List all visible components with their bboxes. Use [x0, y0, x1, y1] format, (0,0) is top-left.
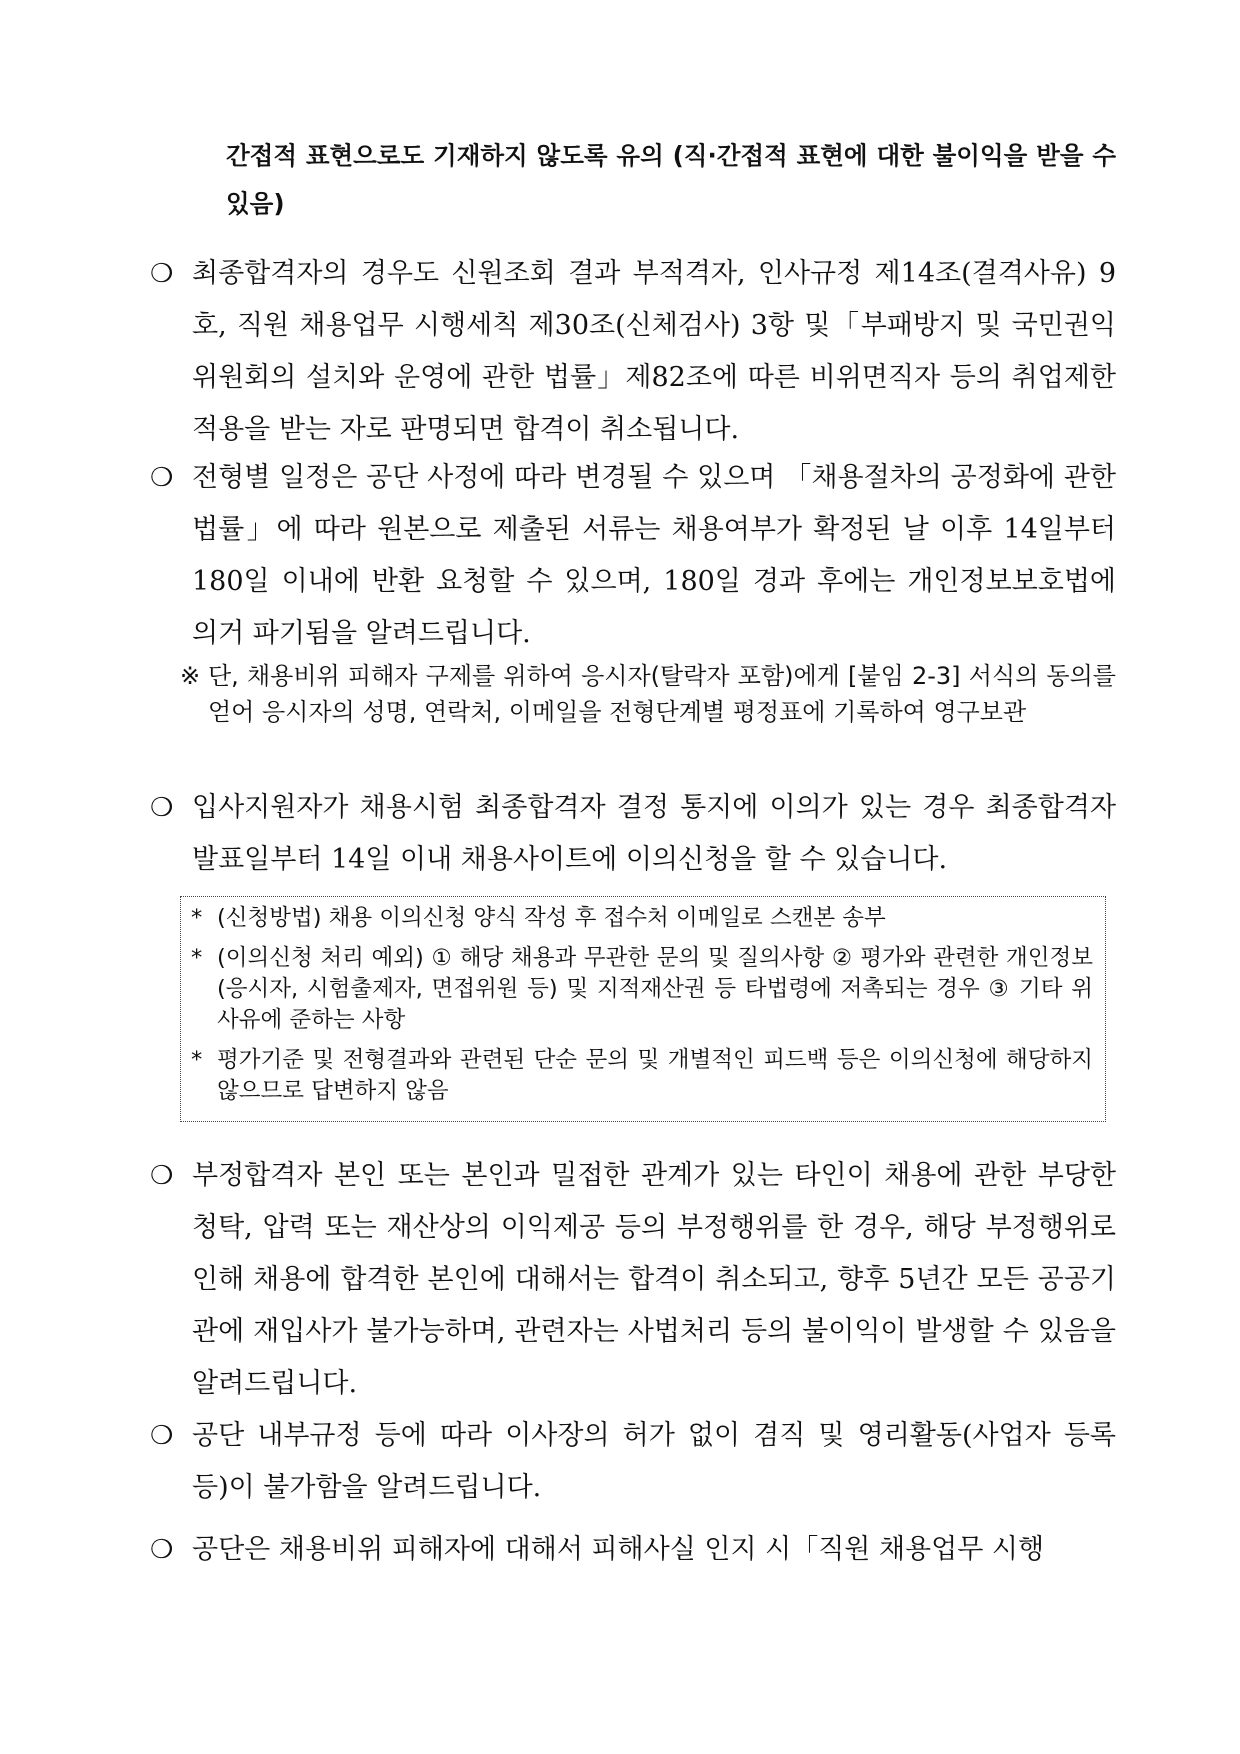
list-item-text: 입사지원자가 채용시험 최종합격자 결정 통지에 이의가 있는 경우 최종합격자 발표일부터 14일 이내 채용사이트에 이의신청을 할 수 있습니다. — [192, 792, 1116, 875]
list-item-objection — [150, 782, 1116, 886]
box-item-text: 평가기준 및 전형결과와 관련된 단순 문의 및 개별적인 피드백 등은 이의신청에 해당하지 않으므로 답변하지 않음 — [217, 1047, 1093, 1104]
bullet-icon: ❍ — [150, 463, 174, 493]
asterisk-icon: * — [191, 945, 203, 971]
list-item-text: 전형별 일정은 공단 사정에 따라 변경될 수 있으며 「채용절차의 공정화에 관한 법률」에 따라 원본으로 제출된 서류는 채용여부가 확정된 날 이후 14일부터 180일 이내에 반환 요청할 수 있으며, 180일 경과 후에는 개인정보보호법에 의거 파기됨을 알려드립니다. — [192, 462, 1116, 649]
list-item-text: 최종합격자의 경우도 신원조회 결과 부적격자, 인사규정 제14조(결격사유) 9호, 직원 채용업무 시행세칙 제30조(신체검사) 3항 및「부패방지 및 국민권익위원회의 설치와 운영에 관한 법률」제82조에 따른 비위면직자 등의 취업제한 적용을 받는 자로 판명되면 합격이 취소됩니다. — [192, 258, 1116, 445]
box-item-not-applicable — [191, 1045, 1093, 1107]
asterisk-icon: * — [191, 905, 203, 931]
list-item-text: 부정합격자 본인 또는 본인과 밀접한 관계가 있는 타인이 채용에 관한 부당한 청탁, 압력 또는 재산상의 이익제공 등의 부정행위를 한 경우, 해당 부정행위로 인해 채용에 합격한 본인에 대해서는 합격이 취소되고, 향후 5년간 모든 공공기관에 재입사가 불가능하며, 관련자는 사법처리 등의 불이익이 발생할 수 있음을 알려드립니다. — [192, 1160, 1116, 1399]
reference-mark-icon: ※ — [180, 662, 201, 690]
bullet-icon: ❍ — [150, 1535, 174, 1565]
bullet-icon: ❍ — [150, 793, 174, 823]
objection-details-box — [180, 896, 1106, 1122]
list-item-fraudulent-pass — [150, 1150, 1116, 1410]
box-item-exceptions — [191, 943, 1093, 1036]
bullet-icon: ❍ — [150, 1161, 174, 1191]
bold-continuation-text: 간접적 표현으로도 기재하지 않도록 유의 (직·간접적 표현에 대한 불이익을 받을 수 있음) — [226, 141, 1116, 218]
list-item-side-jobs — [150, 1410, 1116, 1514]
list-item-text: 공단은 채용비위 피해자에 대해서 피해사실 인지 시「직원 채용업무 시행 — [192, 1534, 1045, 1565]
box-item-method — [191, 903, 1093, 934]
asterisk-icon: * — [191, 1047, 203, 1073]
list-item-final-pass-disqualification — [150, 248, 1116, 456]
list-item-text: 공단 내부규정 등에 따라 이사장의 허가 없이 겸직 및 영리활동(사업자 등록 등)이 불가함을 알려드립니다. — [192, 1420, 1116, 1503]
bullet-icon: ❍ — [150, 259, 174, 289]
note-victim-relief — [180, 658, 1116, 730]
box-item-text: (신청방법) 채용 이의신청 양식 작성 후 접수처 이메일로 스캔본 송부 — [217, 905, 886, 931]
list-item-victim-relief — [150, 1524, 1116, 1576]
box-item-text: (이의신청 처리 예외) ① 해당 채용과 무관한 문의 및 질의사항 ② 평가와 관련한 개인정보(응시자, 시험출제자, 면접위원 등) 및 지적재산권 등 타법령에 저촉되는 경우 ③ 기타 위 사유에 준하는 사항 — [217, 945, 1093, 1033]
list-item-schedule-and-documents — [150, 452, 1116, 660]
bullet-icon: ❍ — [150, 1421, 174, 1451]
note-text: 단, 채용비위 피해자 구제를 위하여 응시자(탈락자 포함)에게 [붙임 2-3] 서식의 동의를 얻어 응시자의 성명, 연락처, 이메일을 전형단계별 평정표에 기록하여 영구보관 — [208, 662, 1116, 726]
